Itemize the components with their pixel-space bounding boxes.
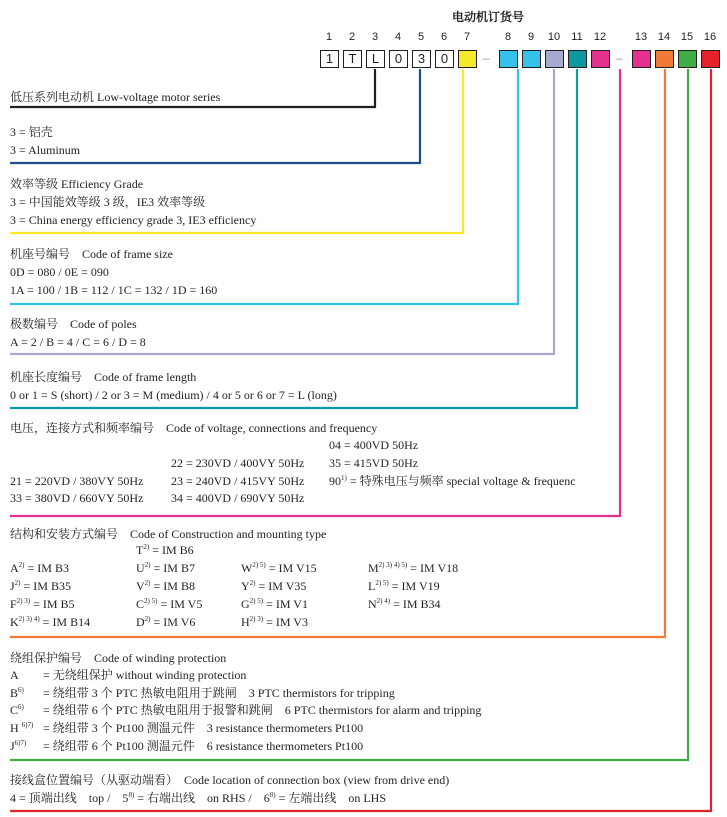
construction-item: $F^{2) 3)}$ = IM B5	[10, 597, 75, 611]
construction-item: $M^{2) 3) 4) 5)}$ = IM V18	[368, 561, 459, 575]
winding-code: A	[10, 668, 19, 682]
frame-line2: 1A = 100 / 1B = 112 / 1C = 132 / 1D = 160	[10, 283, 218, 297]
position-number: 1	[325, 31, 333, 43]
winding-desc: = 无绕组保护 without winding protection	[43, 668, 247, 682]
code-box: 1	[320, 50, 339, 68]
position-number: 2	[348, 31, 356, 43]
construction-item: $U^{2)}$ = IM B7	[136, 561, 195, 575]
frame-heading: 机座号编号 Code of frame size	[10, 247, 173, 261]
construction-item: $Y^{2)}$ = IM V35	[241, 579, 307, 593]
voltage-heading: 电压，连接方式和频率编号 Code of voltage, connections and frequency	[10, 421, 378, 435]
code-box: 0	[389, 50, 408, 68]
construction-item: $V^{2)}$ = IM B8	[136, 579, 195, 593]
winding-code: H $^{6)7)}$	[10, 721, 34, 735]
position-number: 11	[571, 31, 583, 43]
construction-item: $W^{2) 5)}$ = IM V15	[241, 561, 317, 575]
position-number: 10	[547, 31, 561, 43]
construction-item: $K^{2) 3) 4)}$ = IM B14	[10, 615, 91, 629]
position-number: 9	[527, 31, 535, 43]
winding-code: $B^{6)}$	[10, 686, 24, 700]
position-number: 14	[657, 31, 671, 43]
construction-item: $G^{2) 5)}$ = IM V1	[241, 597, 308, 611]
code-box: T	[343, 50, 362, 68]
winding-desc: = 绕组带 3 个 PTC 热敏电阻用于跳闸 3 PTC thermistors for tripping	[43, 686, 395, 700]
position-number: 5	[417, 31, 425, 43]
winding-desc: = 绕组带 3 个 Pt100 测温元件 3 resistance thermometers Pt100	[43, 721, 364, 735]
construction-item: $T^{2)}$ = IM B6	[136, 543, 194, 557]
code-separator: –	[483, 51, 490, 65]
efficiency-en: 3 = China energy efficiency grade 3, IE3 efficiency	[10, 213, 257, 227]
construction-item: $C^{2) 5)}$ = IM V5	[136, 597, 203, 611]
voltage-code-04: 04 = 400VD 50Hz	[329, 438, 419, 452]
length-heading: 机座长度编号 Code of frame length	[10, 370, 197, 384]
position-number: 16	[703, 31, 717, 43]
voltage-code-21: 21 = 220VD / 380VY 50Hz	[10, 474, 144, 488]
order-number-title: 电动机订货号	[452, 10, 525, 24]
box-line: 4 = 顶端出线 top / $5^{8)}$ = 右端出线 on RHS / $6^{8)}$ = 左端出线 on LHS	[10, 791, 387, 805]
construction-item: $L^{2) 5)}$ = IM V19	[368, 579, 440, 593]
winding-code: $C^{6)}$	[10, 703, 24, 717]
length-line: 0 or 1 = S (short) / 2 or 3 = M (medium) / 4 or 5 or 6 or 7 = L (long)	[10, 388, 337, 402]
frame-line1: 0D = 080 / 0E = 090	[10, 265, 109, 279]
voltage-code-22: 22 = 230VD / 400VY 50Hz	[171, 456, 305, 470]
voltage-code-35: 35 = 415VD 50Hz	[329, 456, 419, 470]
construction-item: $H^{2) 3)}$ = IM V3	[241, 615, 308, 629]
voltage-code-90: $90^{1)}$ = 特殊电压与频率 special voltage & frequenc	[329, 474, 576, 488]
poles-heading: 极数编号 Code of poles	[10, 317, 137, 331]
voltage-code-23: 23 = 240VD / 415VY 50Hz	[171, 474, 305, 488]
voltage-code-33: 33 = 380VD / 660VY 50Hz	[10, 491, 144, 505]
position-number: 13	[634, 31, 648, 43]
winding-desc: = 绕组带 6 个 PTC 热敏电阻用于报警和跳闸 6 PTC thermistors for alarm and tripping	[43, 703, 482, 717]
code-box: L	[366, 50, 385, 68]
material-en: 3 = Aluminum	[10, 143, 81, 157]
efficiency-cn: 3 = 中国能效等级 3 级，IE3 效率等级	[10, 195, 206, 209]
voltage-code-34: 34 = 400VD / 690VY 50Hz	[171, 491, 305, 505]
material-cn: 3 = 铝壳	[10, 125, 53, 139]
position-number: 15	[680, 31, 694, 43]
winding-code: $J^{6)7)}$	[10, 739, 27, 753]
code-box: 0	[435, 50, 454, 68]
winding-desc: = 绕组带 6 个 Pt100 测温元件 6 resistance thermometers Pt100	[43, 739, 364, 753]
construction-item: $A^{2)}$ = IM B3	[10, 561, 69, 575]
construction-item: $D^{2)}$ = IM V6	[136, 615, 196, 629]
construction-item: $N^{2) 4)}$ = IM B34	[368, 597, 441, 611]
efficiency-heading: 效率等级 Efficiency Grade	[10, 177, 144, 191]
construction-item: $J^{2)}$ = IM B35	[10, 579, 71, 593]
series-label: 低压系列电动机 Low-voltage motor series	[10, 90, 221, 104]
position-number: 12	[593, 31, 607, 43]
position-number: 3	[371, 31, 379, 43]
code-separator: –	[616, 51, 623, 65]
position-number: 8	[504, 31, 512, 43]
box-heading: 接线盒位置编号（从驱动端看） Code location of connection box (view from drive end)	[10, 773, 450, 787]
code-box: 3	[412, 50, 431, 68]
construction-heading: 结构和安装方式编号 Code of Construction and mounting type	[10, 527, 327, 541]
position-number: 7	[463, 31, 471, 43]
winding-heading: 绕组保护编号 Code of winding protection	[10, 651, 227, 665]
poles-line: A = 2 / B = 4 / C = 6 / D = 8	[10, 335, 146, 349]
position-number: 4	[394, 31, 402, 43]
position-number: 6	[440, 31, 448, 43]
